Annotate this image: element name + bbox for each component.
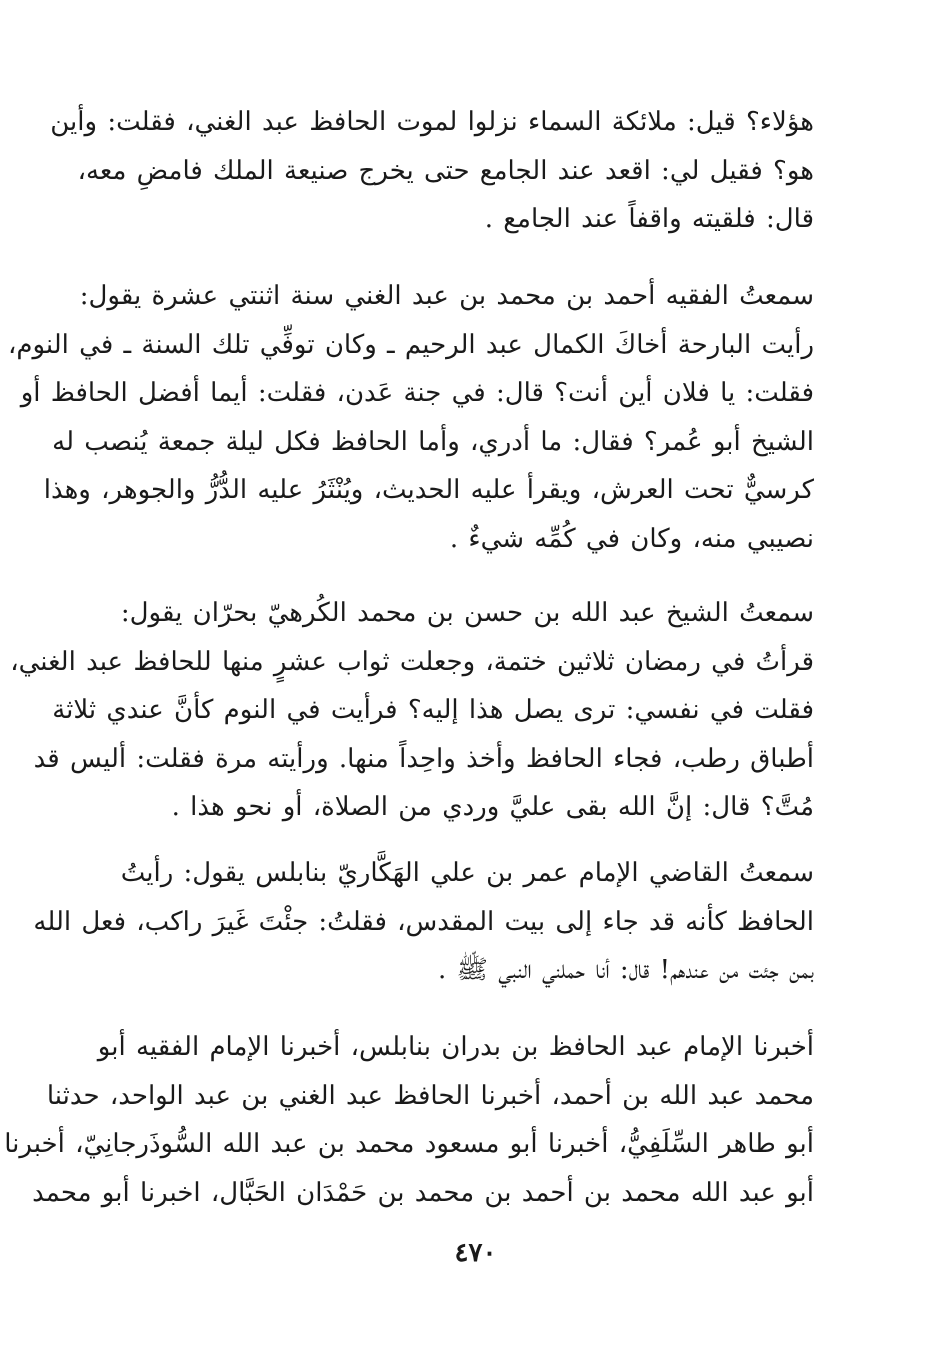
paragraph-line: مُتَّ؟ قال: إنَّ الله بقى عليَّ وردي من الصلاة، أو نحو هذا . (171, 792, 814, 822)
paragraph-line: محمد عبد الله بن أحمد، أخبرنا الحافظ عبد الغني بن عبد الواحد، حدثنا (46, 1080, 814, 1111)
paragraph-line: فقلت في نفسي: ترى يصل هذا إليه؟ فرأيت في النوم كأنَّ عندي ثلاثة (52, 695, 814, 725)
paragraph-line: سمعتُ الفقيه أحمد بن محمد بن عبد الغني سنة اثنتي عشرة يقول: (79, 281, 814, 311)
paragraph-1 (50, 98, 814, 244)
paragraph-line: الحافظ كأنه قد جاء إلى بيت المقدس، فقلتُ: جئْتَ غَيرَ راكب، فعل الله (33, 906, 814, 937)
paragraph-5 (4, 1023, 814, 1217)
paragraph-line: هؤلاء؟ قيل: ملائكة السماء نزلوا لموت الحافظ عبد الغني، فقلت: وأين (50, 107, 814, 137)
paragraph-line: الشيخ أبو عُمر؟ فقال: ما أدري، وأما الحافظ فكل ليلة جمعة يُنصب له (52, 426, 814, 457)
page-number: ٤٧٠ (454, 1238, 497, 1268)
paragraph-3 (10, 589, 814, 832)
paragraph-line: بمن جئت من عندهم! قال: أنا حملني النبي ﷺ . (438, 955, 814, 985)
paragraph-line: هو؟ فقيل لي: اقعد عند الجامع حتى يخرج صنيعة الملك فامضِ معه، (77, 155, 814, 186)
paragraph-line: أبو عبد الله محمد بن أحمد بن محمد بن حَمْدَان الحَبَّال، اخبرنا أبو محمد (32, 1177, 814, 1208)
paragraph-line: سمعتُ الشيخ عبد الله بن حسن بن محمد الكُرهيّ بحرّان يقول: (120, 598, 814, 628)
paragraph-line: قرأتُ في رمضان ثلاثين ختمة، وجعلت ثواب عشرٍ منها للحافظ عبد الغني، (10, 646, 814, 677)
paragraph-line: نصيبي منه، وكان في كُمِّه شيءٌ . (449, 523, 814, 554)
paragraph-line: أبو طاهر السِّلَفِيُّ، أخبرنا أبو مسعود محمد بن عبد الله السُّوذَرجانِيّ، أخبرنا (4, 1129, 814, 1159)
paragraph-4 (33, 849, 814, 995)
paragraph-line: فقلت: يا فلان أين أنت؟ قال: في جنة عَدن، فقلت: أيما أفضل الحافظ أو (20, 378, 814, 408)
paragraph-line: أخبرنا الإمام عبد الحافظ بن بدران بنابلس، أخبرنا الإمام الفقيه أبو (97, 1032, 814, 1062)
paragraph-line: قال: فلقيته واقفاً عند الجامع . (484, 204, 814, 234)
paragraph-line: أطباق رطب، فجاء الحافظ وأخذ واحِداً منها. ورأيته مرة فقلت: أليس قد (33, 743, 814, 774)
paragraph-2 (7, 272, 814, 563)
paragraph-line: سمعتُ القاضي الإمام عمر بن علي الهَكَّاريّ بنابلس يقول: رأيتُ (120, 858, 814, 888)
paragraph-line: كرسيٌّ تحت العرش، ويقرأ عليه الحديث، ويُنْثَرُ عليه الدُّرُّ والجوهر، وهذا (43, 475, 814, 505)
paragraph-line: رأيت البارحة أخاكَ الكمال عبد الرحيم ـ وكان توفِّي تلك السنة ـ في النوم، (7, 329, 814, 360)
